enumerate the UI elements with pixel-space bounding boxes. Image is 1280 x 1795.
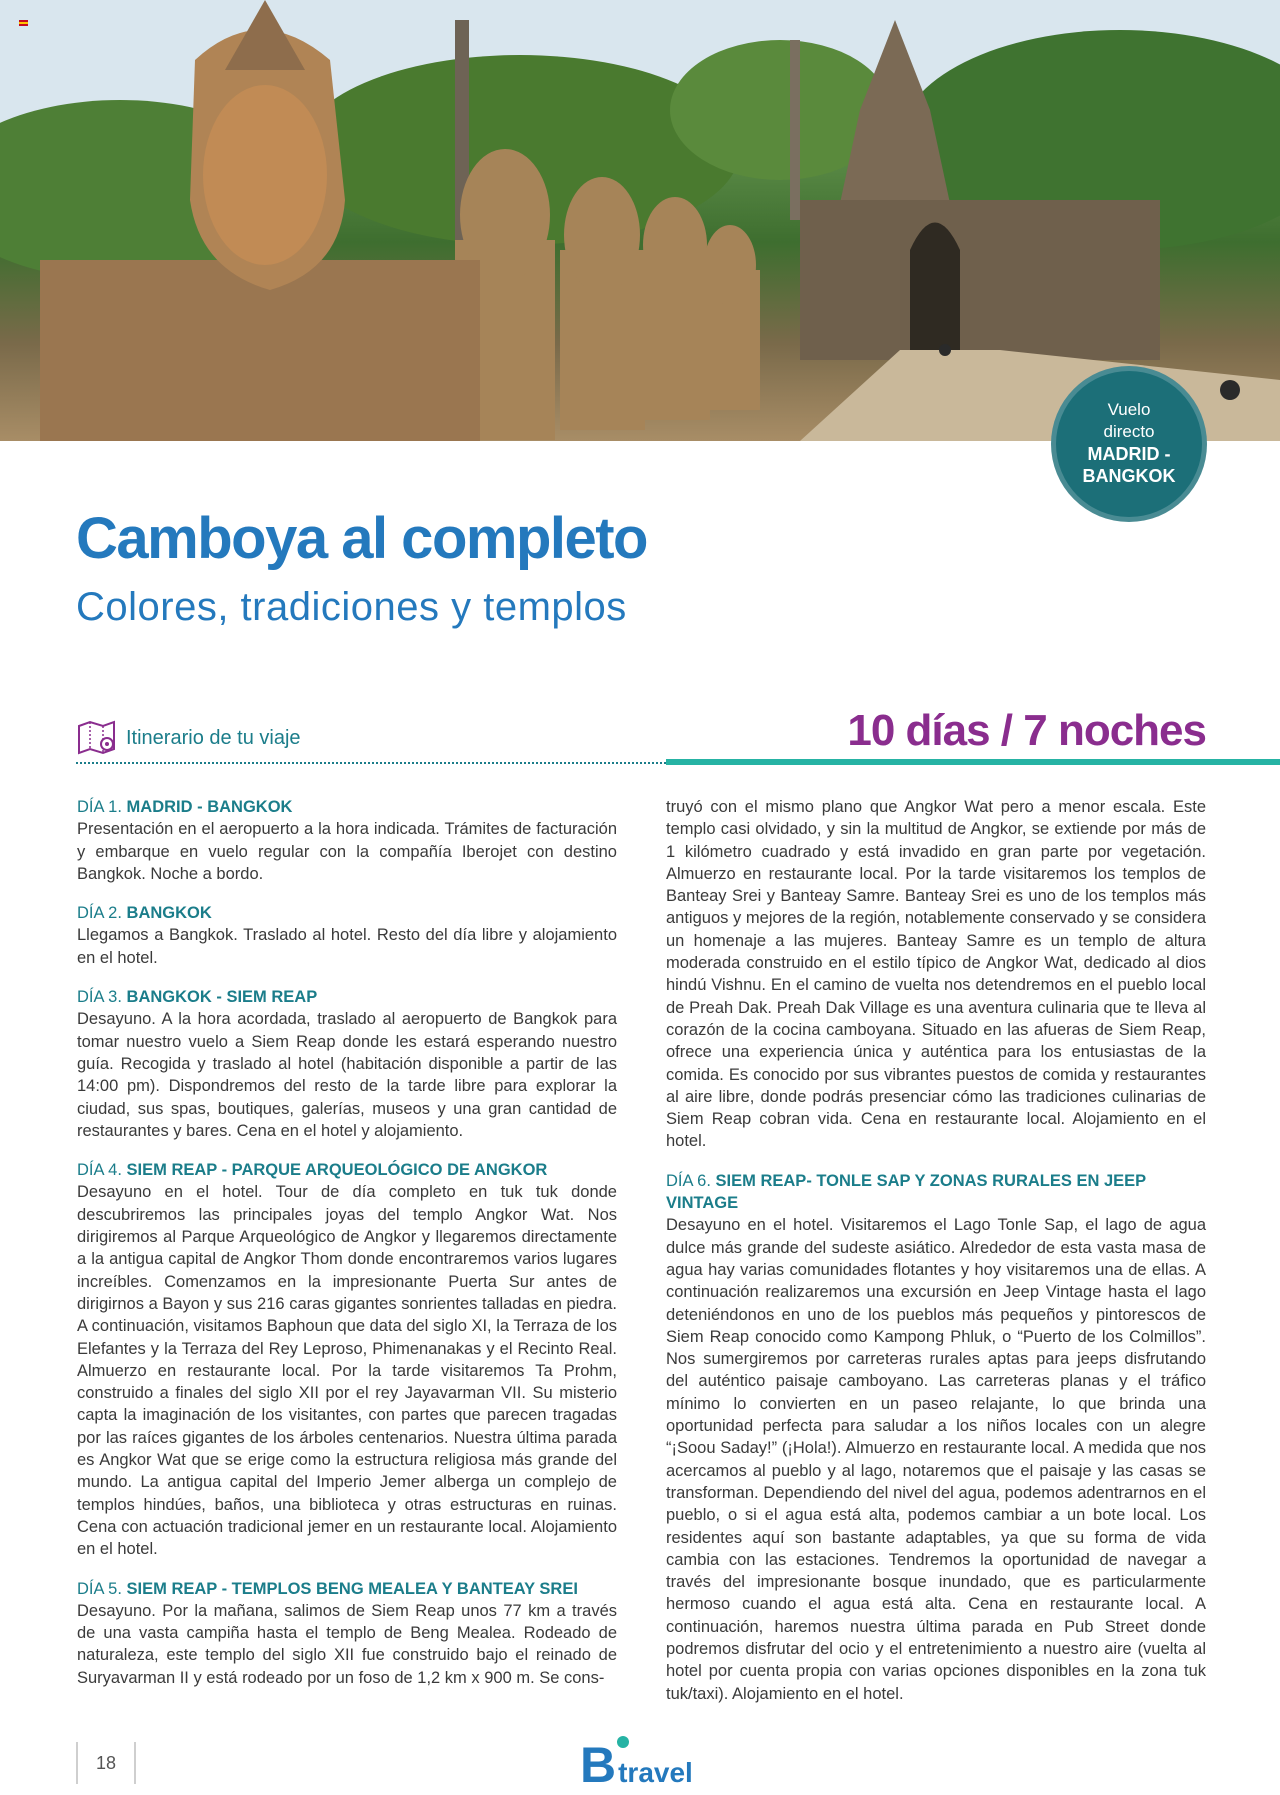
hero-photo [0, 0, 1280, 441]
day-title: MADRID - BANGKOK [126, 798, 293, 816]
day-5 [77, 1578, 617, 1689]
accent-divider [666, 759, 1280, 765]
day-1 [77, 796, 617, 885]
day-4 [77, 1159, 617, 1560]
day-title: SIEM REAP - TEMPLOS BENG MEALEA Y BANTEAY SREI [126, 1579, 578, 1598]
page-subtitle: Colores, tradiciones y templos [76, 585, 627, 629]
itinerary-label: Itinerario de tu viaje [126, 726, 301, 749]
day-text: Presentación en el aeropuerto a la hora indicada. Trámites de facturación y embarque en vuelo regular con la compañía Iberojet con destino Bangkok. Noche a bordo. [77, 820, 617, 883]
day-label: DÍA 5. [77, 1579, 122, 1598]
spain-flag-icon [19, 20, 28, 26]
day-text: Llegamos a Bangkok. Traslado al hotel. Resto del día libre y alojamiento en el hotel. [77, 926, 617, 967]
day-5-continued [666, 796, 1206, 1153]
day-label: DÍA 6. [666, 1171, 711, 1190]
badge-line-1: Vuelo [1107, 400, 1151, 419]
day-heading [77, 986, 617, 1008]
day-title: SIEM REAP - PARQUE ARQUEOLÓGICO DE ANGKOR [126, 1161, 548, 1180]
day-heading [77, 796, 617, 818]
itinerary-column-left [77, 796, 617, 1706]
badge-line-4: BANGKOK [1082, 466, 1176, 486]
trip-duration: 10 días / 7 noches [847, 706, 1206, 755]
day-label: DÍA 3. [77, 988, 122, 1007]
logo-word: travel [618, 1757, 693, 1788]
logo-letter-text: B [580, 1737, 617, 1793]
btravel-logo [580, 1737, 693, 1793]
day-heading [77, 1159, 617, 1181]
direct-flight-badge [1051, 366, 1207, 522]
badge-line-2: directo [1103, 422, 1155, 441]
day-text: Desayuno. Por la mañana, salimos de Siem Reap unos 77 km a través de una vasta campiña hasta el templo de Beng Mealea. Rodeado de naturaleza, este templo del siglo XII fue construido bajo el reinado de Suryavarman II y está rodeado por un foso de 1,2 km x 900 m. Se cons- [77, 1601, 617, 1687]
page-title: Camboya al completo [76, 506, 647, 571]
angkor-illustration [0, 0, 1280, 441]
page-number: 18 [76, 1742, 136, 1784]
day-label: DÍA 4. [77, 1161, 122, 1180]
day-text: truyó con el mismo plano que Angkor Wat pero a menor escala. Este templo casi olvidado, y sin la multitud de Angkor, se extiende por más de 1 kilómetro cuadrado y está invadido en gran parte por vegetación. Almuerzo en restaurante local. Por la tarde visitaremos los templos de Banteay Srei y Banteay Samre. Banteay Srei es uno de los templos más antiguos y mejores de la región, notablemente conservado y se considera un homenaje a las mujeres. Banteay Samre es un templo de altura moderada construido en el estilo típico de Angkor Wat, dedicado al dios hindú Vishnu. En el camino de vuelta nos detendremos en el pueblo local de Preah Dak. Preah Dak Village es una aventura culinaria que te lleva al corazón de la cocina camboyana. Situado en las afueras de Siem Reap, ofrece una experiencia única y auténtica para los entusiastas de la comida. Es conocido por sus vibrantes puestos de comida y restaurantes al aire libre, donde podrás presenciar cómo las tradiciones culinarias de Siem Reap cobran vida. Cena en restaurante local. Alojamiento en el hotel. [666, 798, 1206, 1151]
day-label: DÍA 1. [77, 798, 122, 816]
day-text: Desayuno. A la hora acordada, traslado al aeropuerto de Bangkok para tomar nuestro vuelo a Siem Reap donde les estará esperando nuestro guía. Recogida y traslado al hotel (habitación disponible a partir de las 14:00 pm). Dispondremos del resto de la tarde libre para explorar la ciudad, sus spas, boutiques, galerías, museos y una gran cantidad de restaurantes y bares. Cena en el hotel y alojamiento. [77, 1010, 617, 1140]
day-6 [666, 1170, 1206, 1705]
itinerary-heading [76, 718, 301, 758]
day-text: Desayuno en el hotel. Tour de día completo en tuk tuk donde descubriremos las principales joyas del templo Angkor Wat. Nos dirigiremos al Parque Arqueológico de Angkor y llegaremos directamente a la antigua capital de Angkor Thom donde encontraremos varios lugares increíbles. Comenzamos en la impresionante Puerta Sur antes de dirigirnos a Bayon y sus 216 caras gigantes sonrientes talladas en piedra. A continuación, visitamos Baphoun que data del siglo XI, la Terraza de los Elefantes y la Terraza del Rey Leproso, Phimenanakas y el Recinto Real. Almuerzo en restaurante local. Por la tarde visitaremos Ta Prohm, construido a finales del siglo XII por el rey Jayavarman VII. Su misterio capta la imaginación de los visitantes, con partes que parecen tragadas por las raíces gigantes de los árboles centenarios. Nuestra última parada es Angkor Wat que se erige como la estructura religiosa más grande del mundo. La antigua capital del Imperio Jemer alberga un complejo de templos hindúes, baños, una biblioteca y otras estructuras en ruinas. Cena con actuación tradicional jemer en un restaurante local. Alojamiento en el hotel. [77, 1183, 617, 1559]
day-2 [77, 902, 617, 969]
day-3 [77, 986, 617, 1142]
itinerary-column-right [666, 796, 1206, 1722]
day-heading [77, 1578, 617, 1600]
badge-line-3: MADRID - [1087, 444, 1171, 464]
day-title: BANGKOK - SIEM REAP [126, 988, 318, 1007]
map-pin-icon [76, 717, 118, 759]
dotted-divider [76, 762, 666, 764]
day-title: BANGKOK [126, 904, 212, 923]
logo-letter [580, 1737, 617, 1793]
day-text: Desayuno en el hotel. Visitaremos el Lago Tonle Sap, el lago de agua dulce más grande del sudeste asiático. Alrededor de esta vasta masa de agua hay varias comunidades flotantes y hoy visitaremos una de ellas. A continuación realizaremos una excursión en Jeep Vintage hasta el lago deteniéndonos en uno de los pueblos más pequeños y pintorescos de Siem Reap conocido como Kampong Phluk, o “Puerto de los Colmillos”. Nos sumergiremos por carreteras rurales aptas para jeeps disfrutando del auténtico paisaje camboyano. Las carreteras planas y el tráfico mínimo lo convierten en un paseo relajante, lo que brinda una oportunidad perfecta para saludar a los niños locales con un alegre “¡Soou Saday!” (¡Hola!). Almuerzo en restaurante local. A medida que nos acercamos al pueblo y al lago, notaremos que el paisaje y las casas se transforman. Dependiendo del nivel del agua, podemos adentrarnos en el pueblo, o si el agua está alta, podemos cambiar a un bote local. Los residentes aquí son bastante adaptables, ya que su forma de vida cambia con las estaciones. Tendremos la oportunidad de navegar a través del impresionante bosque inundado, que es particularmente hermoso cuando el agua está alta. Cena en restaurante local. A continuación, haremos nuestra última parada en Pub Street donde podremos disfrutar del ocio y el entretenimiento a nuestro aire (vuelta al hotel por cuenta propia con varias opciones disponibles en la zona tuk tuk/taxi). Alojamiento en el hotel. [666, 1216, 1206, 1703]
day-heading [666, 1170, 1206, 1215]
day-label: DÍA 2. [77, 904, 122, 923]
day-title: SIEM REAP- TONLE SAP Y ZONAS RURALES EN JEEP VINTAGE [666, 1171, 1146, 1213]
logo-dot-icon [617, 1736, 629, 1748]
day-heading [77, 902, 617, 924]
